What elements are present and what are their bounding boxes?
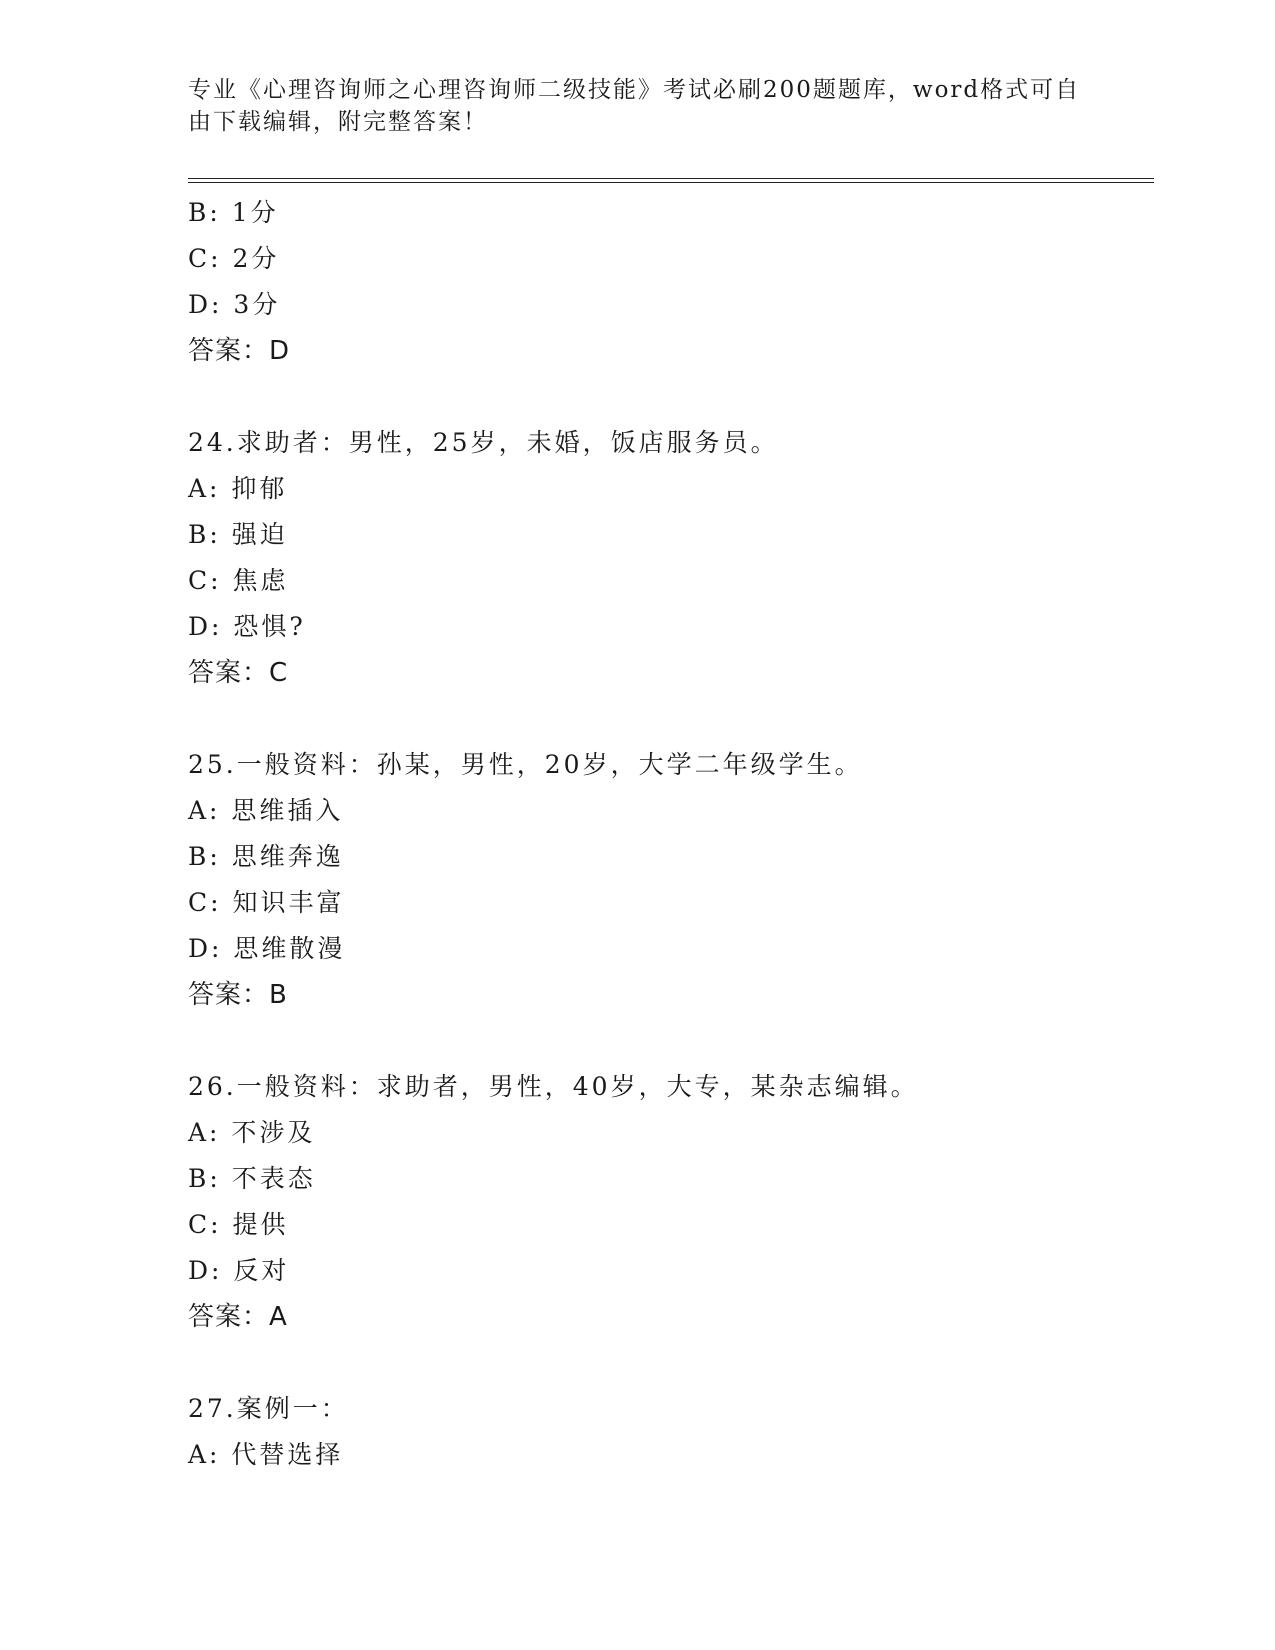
header-line-1: 专业《心理咨询师之心理咨询师二级技能》考试必刷200题题库，word格式可自: [188, 77, 1081, 103]
option-c: C: 提供: [188, 1210, 289, 1239]
option-a: A: 代替选择: [188, 1440, 344, 1469]
answer-line: 答案：C: [188, 658, 289, 688]
option-a: A: 思维插入: [188, 796, 344, 825]
option-d: D: 恐惧?: [188, 612, 306, 641]
option-c: C: 焦虑: [188, 566, 289, 595]
option-a: A: 抑郁: [188, 474, 288, 503]
answer-line: 答案：B: [188, 980, 288, 1010]
option-b: B: 不表态: [188, 1164, 316, 1193]
spacer: [188, 696, 1148, 742]
header-divider-bottom: [188, 182, 1154, 183]
option-c: C: 知识丰富: [188, 888, 345, 917]
answer-line: 答案：A: [188, 1302, 288, 1332]
spacer: [188, 1340, 1148, 1386]
header-line-2: 由下载编辑，附完整答案！: [188, 109, 488, 135]
question-27: [188, 1386, 1148, 1478]
option-d: D: 反对: [188, 1256, 290, 1285]
question-25: [188, 742, 1148, 1018]
option-c: C: 2分: [188, 244, 280, 273]
option-b: B: 强迫: [188, 520, 288, 549]
option-d: D: 思维散漫: [188, 934, 346, 963]
question-stem: 24.求助者：男性，25岁，未婚，饭店服务员。: [188, 428, 779, 457]
answer-line: 答案：D: [188, 336, 291, 366]
spacer: [188, 1018, 1148, 1064]
question-stem: 26.一般资料：求助者，男性，40岁，大专，某杂志编辑。: [188, 1072, 919, 1101]
option-d: D: 3分: [188, 290, 281, 319]
question-23-continued: [188, 190, 1148, 374]
header-divider-top: [188, 178, 1154, 179]
question-stem: 25.一般资料：孙某，男性，20岁，大学二年级学生。: [188, 750, 863, 779]
spacer: [188, 374, 1148, 420]
question-stem: 27.案例一：: [188, 1394, 349, 1423]
option-b: B: 思维奔逸: [188, 842, 344, 871]
document-header: [188, 74, 1088, 138]
question-26: [188, 1064, 1148, 1340]
option-a: A: 不涉及: [188, 1118, 316, 1147]
option-b: B: 1分: [188, 198, 279, 227]
question-24: [188, 420, 1148, 696]
question-list: [188, 190, 1148, 1478]
